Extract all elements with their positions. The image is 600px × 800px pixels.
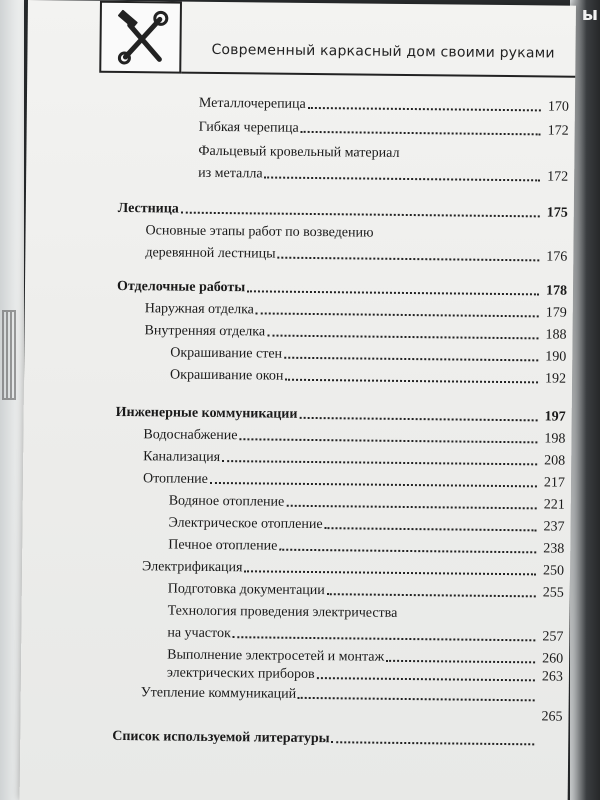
toc-label: Электрификация <box>141 559 243 576</box>
toc-page: 257 <box>542 629 564 645</box>
toc-entry-vypolnenie <box>167 665 563 685</box>
toc-page: 176 <box>546 249 568 265</box>
toc-page: 255 <box>542 585 564 601</box>
toc-entry-podgotovka <box>168 581 564 601</box>
toc-page: 197 <box>544 409 566 425</box>
leader-dots <box>327 593 536 597</box>
running-header: Современный каркасный дом своими руками <box>211 41 555 62</box>
toc-entry-otdelochnye <box>117 279 567 300</box>
toc-label: Окрашивание стен <box>170 345 283 362</box>
toc-entry-elektrifikatsiya <box>142 559 564 579</box>
toc-entry-elektricheskoe <box>168 516 564 536</box>
toc-page: 192 <box>544 371 567 387</box>
toc-page: 265 <box>541 709 563 725</box>
toc-page: 175 <box>546 205 568 221</box>
edge-glyph: ы <box>581 4 598 25</box>
toc-page: 250 <box>542 563 565 579</box>
book-page <box>20 0 576 800</box>
table-of-contents <box>20 0 576 800</box>
leader-dots <box>239 438 537 443</box>
toc-entry-pechnoe <box>168 537 564 557</box>
toc-page: 179 <box>545 305 567 321</box>
toc-page: 190 <box>545 349 567 365</box>
toc-entry-metallocherepitsa <box>199 96 569 116</box>
toc-entry-faltsevy-line1: Фальцевый кровельный материал <box>198 143 400 161</box>
toc-page: 188 <box>545 327 567 343</box>
toc-entry-vnutrennyaya <box>144 323 566 343</box>
toc-label: Электрическое отопление <box>168 515 323 533</box>
leader-dots <box>279 549 536 554</box>
leader-dots <box>247 290 539 295</box>
leader-dots <box>317 677 535 681</box>
leader-dots <box>233 636 536 641</box>
toc-label: из металла <box>198 165 263 182</box>
leader-dots <box>181 212 540 218</box>
toc-label: Лестница <box>117 200 179 217</box>
toc-page-spisok <box>512 709 562 726</box>
toc-label: Отопление <box>142 471 209 487</box>
toc-page: 172 <box>547 123 569 139</box>
toc-entry-vypolnenie-line1 <box>167 647 563 667</box>
leader-dots <box>301 131 541 136</box>
toc-entry-tehnologiya-line1: Технология проведения электричества <box>167 603 398 621</box>
toc-page: 260 <box>542 651 564 667</box>
binding-marks <box>2 310 16 400</box>
toc-label: Печное отопление <box>168 537 278 554</box>
toc-page: 263 <box>541 669 564 685</box>
toc-label: Утепление коммуникаций <box>140 685 297 702</box>
toc-page: 238 <box>543 541 565 557</box>
toc-label: на участок <box>167 625 231 642</box>
toc-entry-inzhenernye <box>116 405 566 426</box>
toc-label: Подготовка документации <box>167 581 325 599</box>
leader-dots <box>277 257 539 262</box>
toc-entry-uteplenie <box>141 685 563 705</box>
toc-label: Выполнение электросетей и монтаж <box>167 647 385 665</box>
leader-dots <box>222 460 537 465</box>
leader-dots <box>210 482 537 487</box>
toc-entry-vodyanoe <box>169 494 565 514</box>
toc-entry-etapy-line1: Основные этапы работ по возведению <box>145 223 374 241</box>
toc-entry-vodosnabzhenie <box>143 427 565 447</box>
leader-dots <box>256 312 539 317</box>
leader-dots <box>244 570 536 575</box>
toc-label: Водяное отопление <box>168 493 285 510</box>
toc-label: деревянной лестницы <box>145 245 276 262</box>
leader-dots <box>284 357 538 362</box>
leader-dots <box>265 176 541 181</box>
toc-label: Список используемой литературы <box>112 728 330 747</box>
leader-dots <box>308 107 541 111</box>
toc-label: Инженерные коммуникации <box>115 404 298 422</box>
toc-entry-okr-sten <box>170 346 566 366</box>
toc-label: Канализация <box>143 449 221 466</box>
toc-entry-okr-okon <box>170 368 566 388</box>
leader-dots <box>267 335 538 340</box>
toc-label: Отделочные работы <box>116 278 246 296</box>
toc-label: Наружная отделка <box>144 301 255 318</box>
leader-dots <box>286 505 536 510</box>
toc-entry-otoplenie <box>143 471 565 491</box>
toc-entry-etapy <box>145 245 567 265</box>
toc-label: Внутренняя отделка <box>144 323 266 340</box>
leader-dots <box>299 417 537 421</box>
toc-entry-naruzhnaya <box>145 301 567 321</box>
toc-page: 172 <box>547 169 569 185</box>
toc-entry-faltsevy <box>198 166 568 186</box>
toc-page: 221 <box>543 497 565 513</box>
toc-label: Металлочерепица <box>198 95 306 112</box>
toc-page: 217 <box>543 475 566 491</box>
toc-page: 178 <box>545 283 568 299</box>
toc-entry-spisok <box>112 729 562 750</box>
leader-dots <box>298 697 535 701</box>
leader-dots <box>285 379 538 384</box>
toc-label: Водоснабжение <box>143 427 238 444</box>
toc-entry-gibkaya <box>199 120 569 140</box>
leader-dots <box>386 660 535 664</box>
toc-label: Гибкая черепица <box>198 119 299 136</box>
toc-page: 198 <box>544 431 566 447</box>
leader-dots <box>332 741 535 745</box>
toc-entry-tehnologiya <box>167 625 563 645</box>
toc-page: 237 <box>543 519 565 535</box>
toc-page: 208 <box>544 453 566 469</box>
toc-label: Окрашивание окон <box>170 367 284 384</box>
toc-entry-kanalizatsiya <box>143 449 565 469</box>
toc-entry-lestnitsa <box>118 201 568 222</box>
toc-label: электрических приборов <box>166 665 315 683</box>
toc-page: 170 <box>547 99 569 115</box>
leader-dots <box>325 527 537 531</box>
